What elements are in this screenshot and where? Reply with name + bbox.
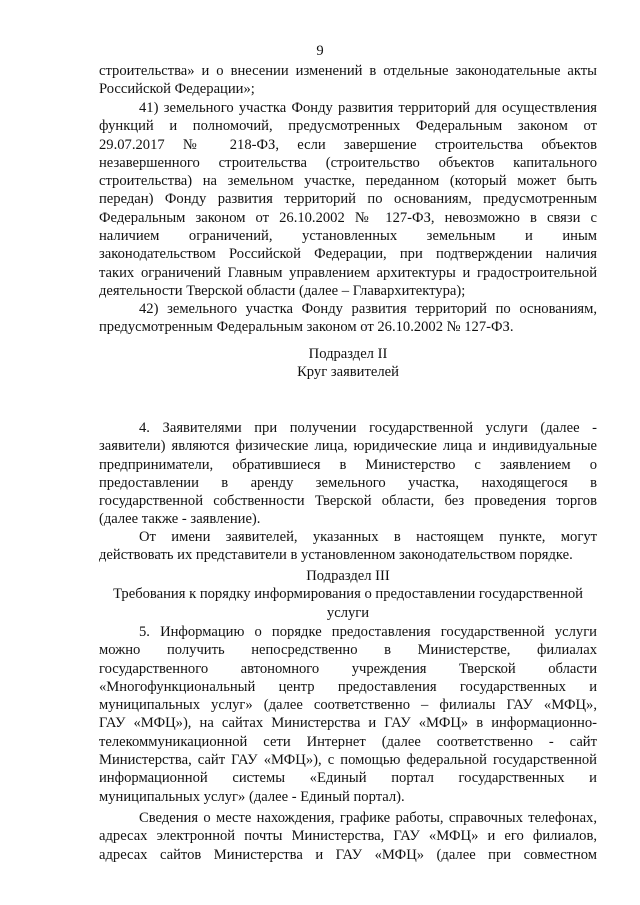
paragraph-4: [99, 419, 597, 529]
text-line: 29.07.2017 № 218-ФЗ, если завершение строительства объектов: [99, 136, 597, 153]
page-number: 9: [316, 43, 324, 59]
text-line: Российской Федерации»;: [99, 81, 255, 98]
text-line: строительства) на земельном участке, переданном (который может быть: [99, 173, 597, 190]
paragraph-item-42: [99, 300, 597, 337]
paragraph-4-representatives: [99, 528, 597, 565]
text-line: адресах сайтов Министерства и ГАУ «МФЦ» (далее при совместном: [99, 846, 597, 863]
paragraph-item-41: [99, 99, 597, 300]
text-line: законодательством Российской Федерации, при подтверждении наличия: [99, 246, 597, 263]
text-line: государственной собственности Тверской области, без проведения торгов: [99, 493, 597, 510]
paragraph-5: [99, 623, 597, 806]
text-line: муниципальных услуг» (далее - Единый портал).: [99, 788, 405, 805]
text-line: Федеральным законом от 26.10.2002 № 127-ФЗ, невозможно в связи с: [99, 209, 597, 226]
text-line: Министерства, сайт ГАУ «МФЦ»), с помощью федеральной государственной: [99, 752, 597, 769]
subsection-title: Круг заявителей: [297, 364, 399, 381]
text-line: телекоммуникационной сети Интернет (далее соответственно - сайт: [99, 733, 597, 750]
text-line: наличием ограничений, установленных земельным и иным: [99, 228, 597, 245]
text-line: незавершенного строительства (строительство объектов капитального: [99, 154, 597, 171]
text-line: (далее также - заявление).: [99, 511, 261, 528]
text-line: 42) земельного участка Фонду развития территорий по основаниям,: [139, 301, 597, 317]
text-line: действовать их представители в установленном законодательством порядке.: [99, 547, 573, 564]
text-line: муниципальных услуг» (далее соответственно – филиалы ГАУ «МФЦ»,: [99, 697, 597, 714]
text-line: предприниматели, обратившиеся в Министерство с заявлением о: [99, 456, 597, 473]
subsection-label: Подраздел III: [306, 568, 390, 584]
text-line: заявители) являются физические лица, юридические лица и индивидуальные: [99, 438, 597, 455]
text-line: От имени заявителей, указанных в настоящем пункте, могут: [139, 529, 597, 545]
text-line: информационной системы «Единый портал государственных и: [99, 770, 597, 787]
paragraph-40-continuation: [99, 62, 597, 99]
text-line: Сведения о месте нахождения, графике работы, справочных телефонах,: [139, 810, 597, 826]
text-line: таких ограничений Главным управлением архитектуры и градостроительной: [99, 264, 597, 281]
text-line: 5. Информацию о порядке предоставления государственной услуги: [139, 624, 597, 640]
text-line: «Многофункциональный центр предоставления государственных и: [99, 678, 597, 695]
text-line: можно получить непосредственно в Министерстве, филиалах: [99, 642, 597, 659]
text-line: функций и полномочий, предусмотренных Федеральным законом от: [99, 118, 597, 135]
subsection-title: Требования к порядку информирования о предоставлении государственной: [113, 586, 583, 603]
subsection-2-heading: [99, 345, 597, 382]
text-line: ГАУ «МФЦ»), на сайтах Министерства и ГАУ «МФЦ» в информационно-: [99, 715, 597, 732]
text-line: государственного автономного учреждения Тверской области: [99, 660, 597, 677]
text-line: 4. Заявителями при получении государственной услуги (далее -: [139, 420, 597, 436]
subsection-3-heading: [99, 567, 597, 622]
subsection-label: Подраздел II: [308, 346, 388, 362]
subsection-title: услуги: [326, 604, 370, 621]
text-line: предоставлении в аренду земельного участка, находящегося в: [99, 474, 597, 491]
text-line: строительства» и о внесении изменений в отдельные законодательные акты: [99, 63, 597, 79]
text-line: предусмотренным Федеральным законом от 26.10.2002 № 127-ФЗ.: [99, 319, 514, 336]
text-line: передан) Фонду развития территорий по основаниям, предусмотренным: [99, 191, 597, 208]
text-line: деятельности Тверской области (далее – Главархитектура);: [99, 282, 466, 299]
text-line: 41) земельного участка Фонду развития территорий для осуществления: [139, 100, 597, 116]
paragraph-5-contacts: [99, 809, 597, 864]
text-line: адресах электронной почты Министерства, ГАУ «МФЦ» и его филиалов,: [99, 828, 597, 845]
